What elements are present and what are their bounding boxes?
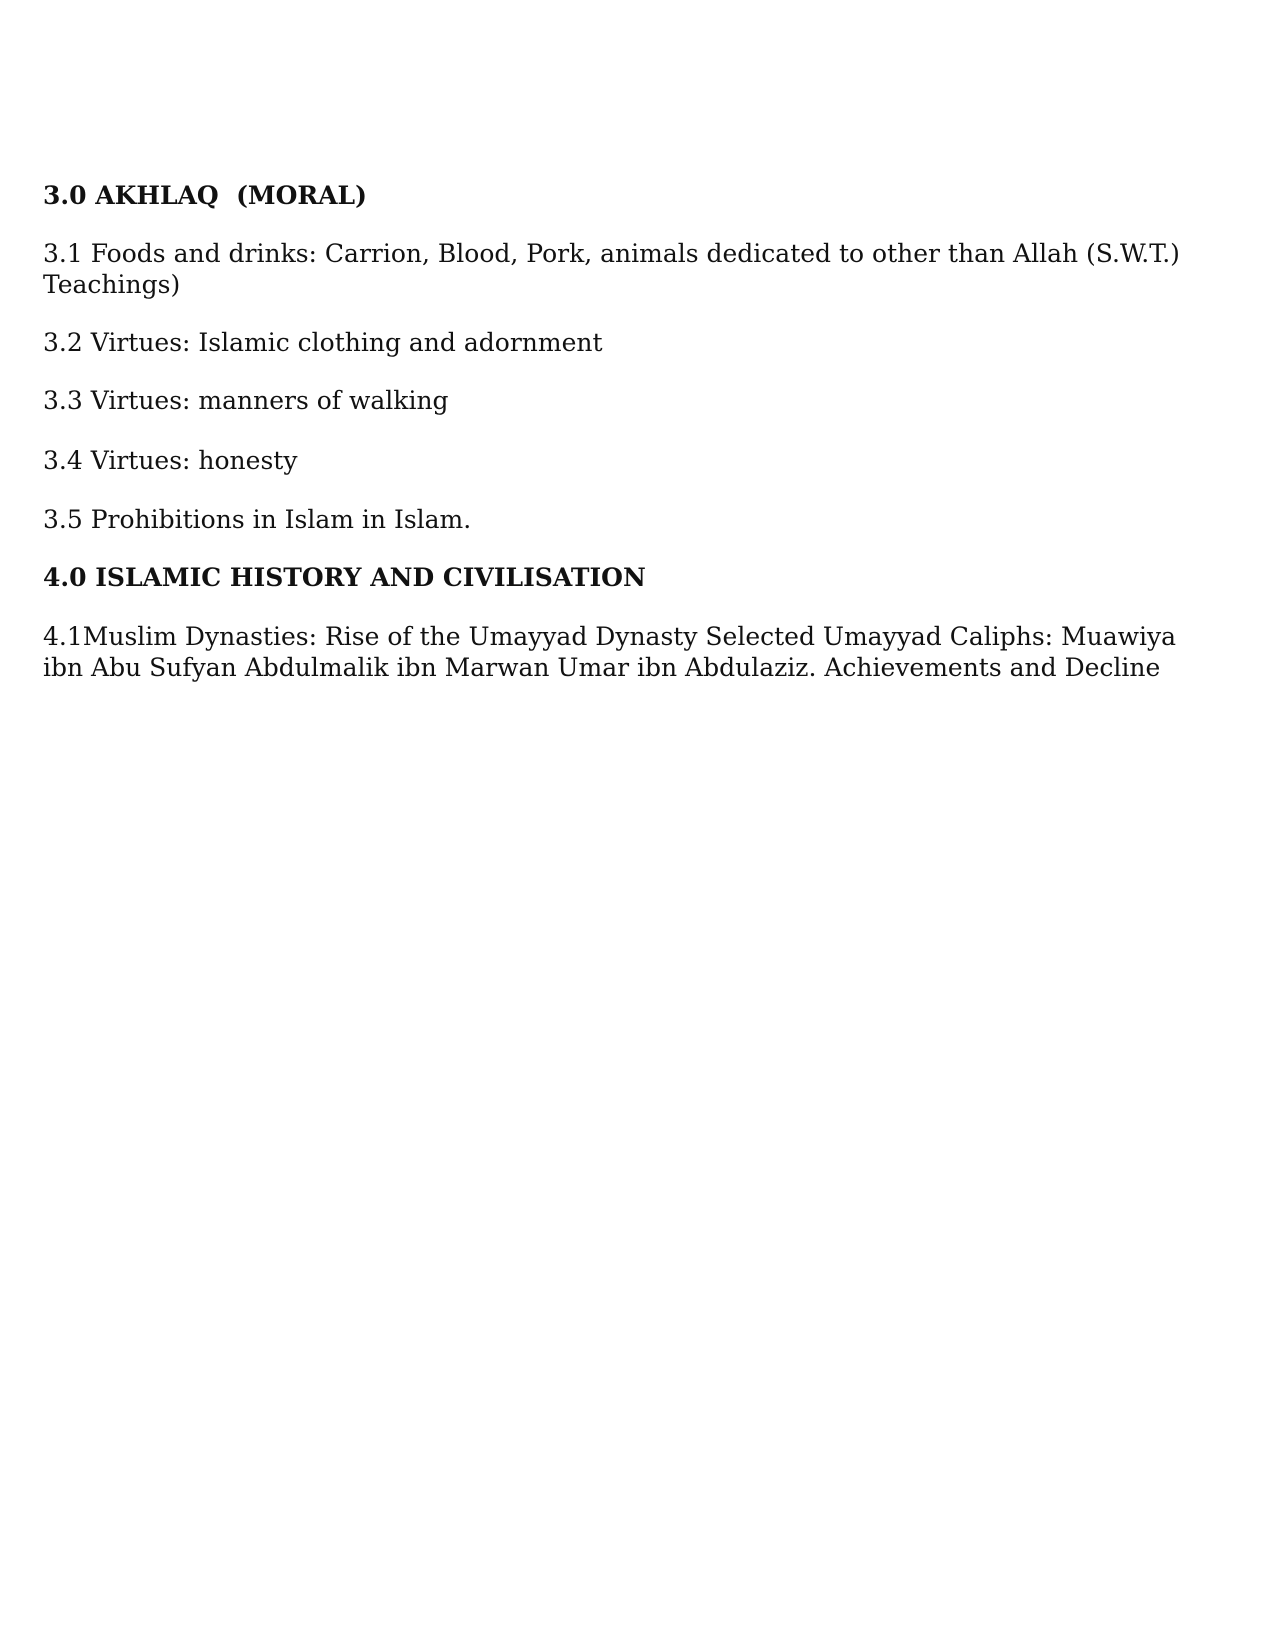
- section-heading-history: 4.0 ISLAMIC HISTORY AND CIVILISATION: [43, 563, 646, 592]
- item-muslim-dynasties: 4.1Muslim Dynasties: Rise of the Umayyad Dynasty Selected Umayyad Caliphs: Muawiya ibn Abu Sufyan Abdulmalik ibn Marwan Umar ibn Abdulaziz. Achievements and Decline: [43, 622, 1177, 682]
- section-heading-akhlaq: 3.0 AKHLAQ (MORAL): [43, 181, 367, 210]
- document-page: [43, 180, 1223, 683]
- item-virtues-honesty: 3.4 Virtues: honesty: [43, 446, 298, 475]
- item-prohibitions: 3.5 Prohibitions in Islam in Islam.: [43, 505, 472, 534]
- item-foods-and-drinks: 3.1 Foods and drinks: Carrion, Blood, Pork, animals dedicated to other than Allah (S.W.T.) Teachings): [43, 239, 1180, 299]
- item-virtues-clothing: 3.2 Virtues: Islamic clothing and adornment: [43, 328, 603, 357]
- item-virtues-walking: 3.3 Virtues: manners of walking: [43, 386, 449, 415]
